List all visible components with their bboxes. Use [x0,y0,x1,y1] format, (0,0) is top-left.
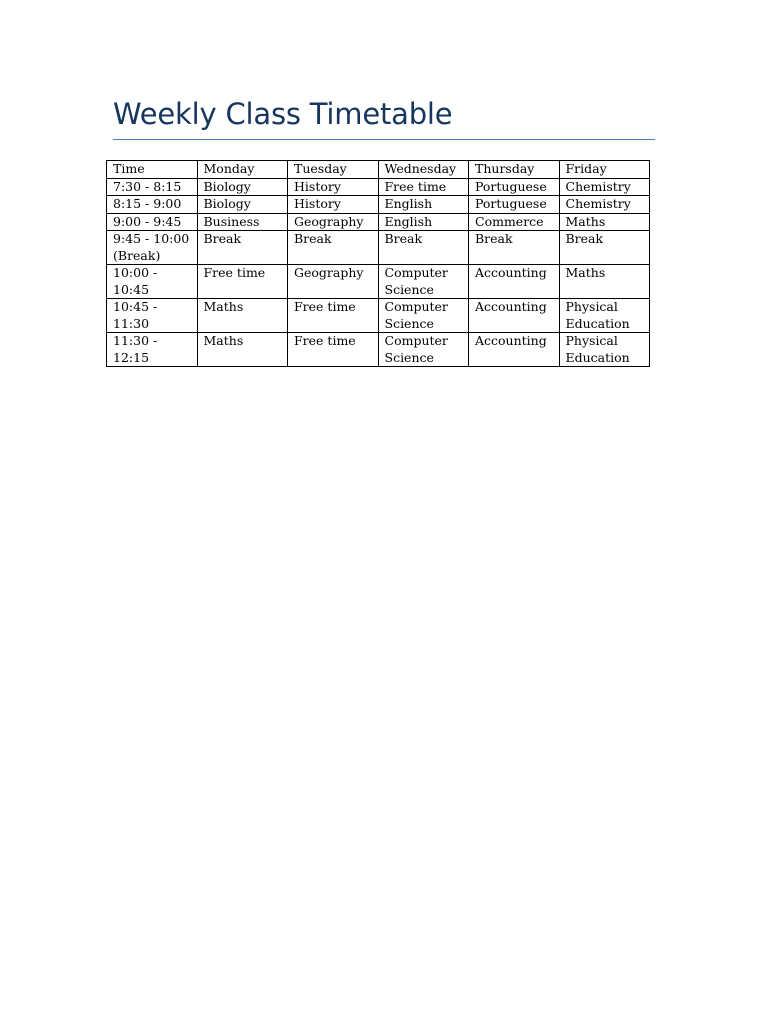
table-cell: Free time [378,178,469,196]
table-cell: 10:00 - 10:45 [107,265,198,299]
table-cell: Free time [288,299,379,333]
table-cell: Break [288,231,379,265]
table-cell: Accounting [469,299,560,333]
table-row [107,178,650,196]
table-cell: Biology [197,196,288,214]
header-cell-thursday: Thursday [469,161,560,179]
header-cell-tuesday: Tuesday [288,161,379,179]
table-cell: Physical Education [559,299,650,333]
table-cell: Commerce [469,213,560,231]
table-cell: English [378,213,469,231]
table-cell: 9:45 - 10:00 (Break) [107,231,198,265]
table-cell: Computer Science [378,333,469,367]
table-cell: Biology [197,178,288,196]
table-cell: Free time [288,333,379,367]
table-cell: Geography [288,265,379,299]
table-cell: Free time [197,265,288,299]
table-cell: History [288,196,379,214]
header-cell-time: Time [107,161,198,179]
table-row [107,333,650,367]
table-cell: Accounting [469,333,560,367]
table-cell: Geography [288,213,379,231]
table-cell: Physical Education [559,333,650,367]
table-row [107,265,650,299]
table-cell: English [378,196,469,214]
table-cell: Break [378,231,469,265]
timetable [106,160,650,367]
table-cell: Portuguese [469,178,560,196]
title-underline [113,139,655,140]
table-cell: 7:30 - 8:15 [107,178,198,196]
header-cell-friday: Friday [559,161,650,179]
table-cell: Accounting [469,265,560,299]
table-row [107,196,650,214]
table-row [107,213,650,231]
table-cell: Maths [197,299,288,333]
table-cell: Break [197,231,288,265]
table-cell: 10:45 - 11:30 [107,299,198,333]
table-cell: Computer Science [378,299,469,333]
table-cell: Maths [197,333,288,367]
table-cell: Maths [559,213,650,231]
table-row [107,231,650,265]
table-cell: Chemistry [559,178,650,196]
table-cell: Portuguese [469,196,560,214]
table-cell: Computer Science [378,265,469,299]
table-cell: Break [559,231,650,265]
page-title: Weekly Class Timetable [113,97,453,131]
header-cell-monday: Monday [197,161,288,179]
header-cell-wednesday: Wednesday [378,161,469,179]
table-cell: Maths [559,265,650,299]
table-cell: Chemistry [559,196,650,214]
table-cell: Break [469,231,560,265]
table-header-row [107,161,650,179]
table-cell: 8:15 - 9:00 [107,196,198,214]
table-cell: Business [197,213,288,231]
table-cell: 11:30 - 12:15 [107,333,198,367]
table-row [107,299,650,333]
table-cell: 9:00 - 9:45 [107,213,198,231]
table-cell: History [288,178,379,196]
